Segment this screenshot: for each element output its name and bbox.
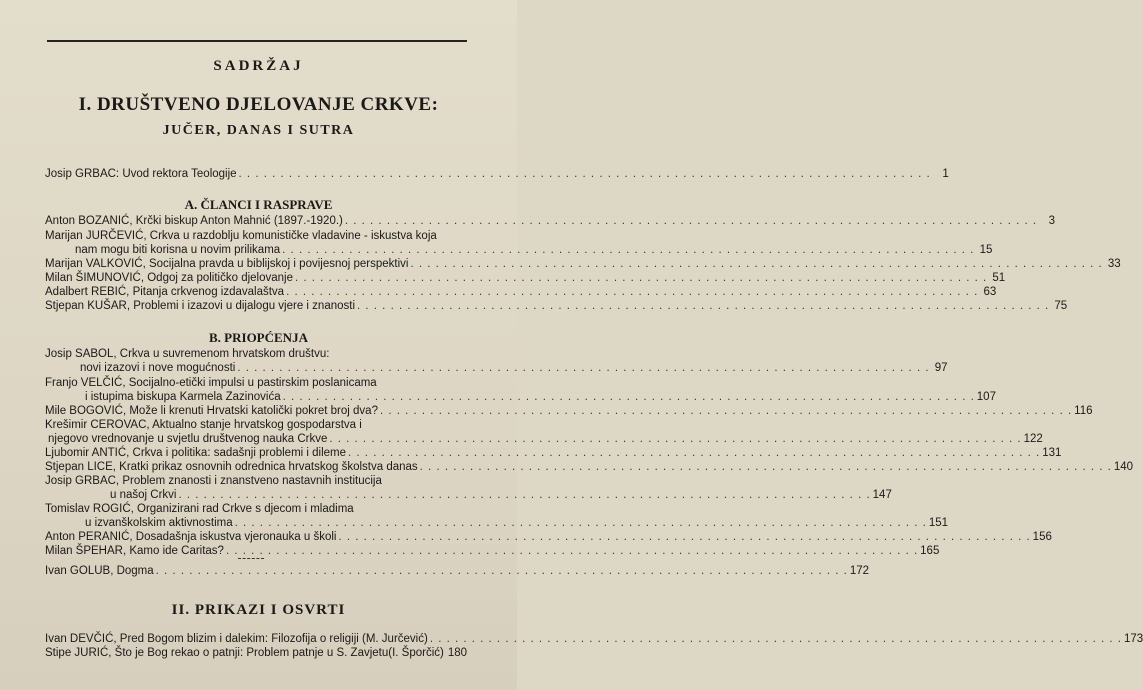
toc-entry-continuation: novi izazovi i nove mogućnosti . . . 97 xyxy=(80,361,459,375)
separator-dashes xyxy=(238,558,264,559)
toc-entry: Marijan JURČEVIĆ, Crkva u razdoblju komunističke vladavine - iskustva koja xyxy=(45,230,437,242)
part1-title: I. DRUŠTVENO DJELOVANJE CRKVE: xyxy=(78,94,439,115)
toc-entry: Josip GRBAC, Problem znanosti i znanstveno nastavnih institucija xyxy=(45,475,382,487)
toc-heading: SADRŽAJ xyxy=(213,58,304,74)
toc-entry: Milan ŠPEHAR, Kamo ide Caritas? . . . 165 xyxy=(45,544,459,558)
section-b-title: B. PRIOPĆENJA xyxy=(209,330,308,345)
toc-entry: Adalbert REBIĆ, Pitanja crkvenog izdavalaštva . . . 63 xyxy=(45,285,459,299)
toc-entry: Franjo VELČIĆ, Socijalno-etički impulsi u pastirskim poslanicama xyxy=(45,377,377,389)
toc-entry-continuation: u našoj Crkvi . . . 147 xyxy=(110,488,459,502)
toc-entry: Stjepan KUŠAR, Problemi i izazovi u dijalogu vjere i znanosti . . . 75 xyxy=(45,299,459,313)
top-rule xyxy=(47,40,467,42)
toc-entry-intro: Josip GRBAC: Uvod rektora Teologije . . . 1 xyxy=(45,167,459,181)
toc-entry: Stipe JURIĆ, Što je Bog rekao o patnji: Problem patnje u S. Zavjetu(I. Šporčić) 180 xyxy=(45,647,468,659)
toc-entry-continuation: njegovo vrednovanje u svjetlu društvenog nauka Crkve . . . 122 xyxy=(48,432,459,446)
toc-entry: Mile BOGOVIĆ, Može li krenuti Hrvatski katolički pokret broj dva? . . . 116 xyxy=(45,404,459,418)
section-a-title: A. ČLANCI I RASPRAVE xyxy=(184,197,333,212)
toc-entry: Stjepan LICE, Kratki prikaz osnovnih odrednica hrvatskog školstva danas . . . 140 xyxy=(45,460,459,474)
part1-subtitle: JUČER, DANAS I SUTRA xyxy=(162,123,355,138)
toc-entry: Anton PERANIĆ, Dosadašnja iskustva vjeronauka u školi . . . 156 xyxy=(45,530,459,544)
toc-entry: Josip SABOL, Crkva u suvremenom hrvatskom društvu: xyxy=(45,348,330,360)
toc-entry: Tomislav ROGIĆ, Organizirani rad Crkve s djecom i mladima xyxy=(45,503,354,515)
toc-entry: Milan ŠIMUNOVIĆ, Odgoj za političko djelovanje . . . 51 xyxy=(45,271,459,285)
toc-entry-continuation: i istupima biskupa Karmela Zazinovića . . . 107 xyxy=(85,390,459,404)
toc-entry: Krešimir CEROVAC, Aktualno stanje hrvatskog gospodarstva i xyxy=(45,419,362,431)
toc-entry-continuation: nam mogu biti korisna u novim prilikama . . . 15 xyxy=(75,243,459,257)
toc-entry: Ljubomir ANTIĆ, Crkva i politika: sadašnji problemi i dileme . . . 131 xyxy=(45,446,459,460)
toc-entry: Marijan VALKOVIĆ, Socijalna pravda u biblijskoj i povijesnoj perspektivi . . . 33 xyxy=(45,257,459,271)
toc-entry: Ivan GOLUB, Dogma . . . 172 xyxy=(45,564,459,578)
toc-entry: Anton BOZANIĆ, Krčki biskup Anton Mahnić (1897.-1920.) . . . 3 xyxy=(45,214,459,228)
toc-entry-continuation: u izvanškolskim aktivnostima . . . 151 xyxy=(85,516,459,530)
toc-entry: Ivan DEVČIĆ, Pred Bogom blizim i dalekim: Filozofija o religiji (M. Jurčević) . . . 173 xyxy=(45,632,459,646)
part2-title: II. PRIKAZI I OSVRTI xyxy=(171,602,346,618)
